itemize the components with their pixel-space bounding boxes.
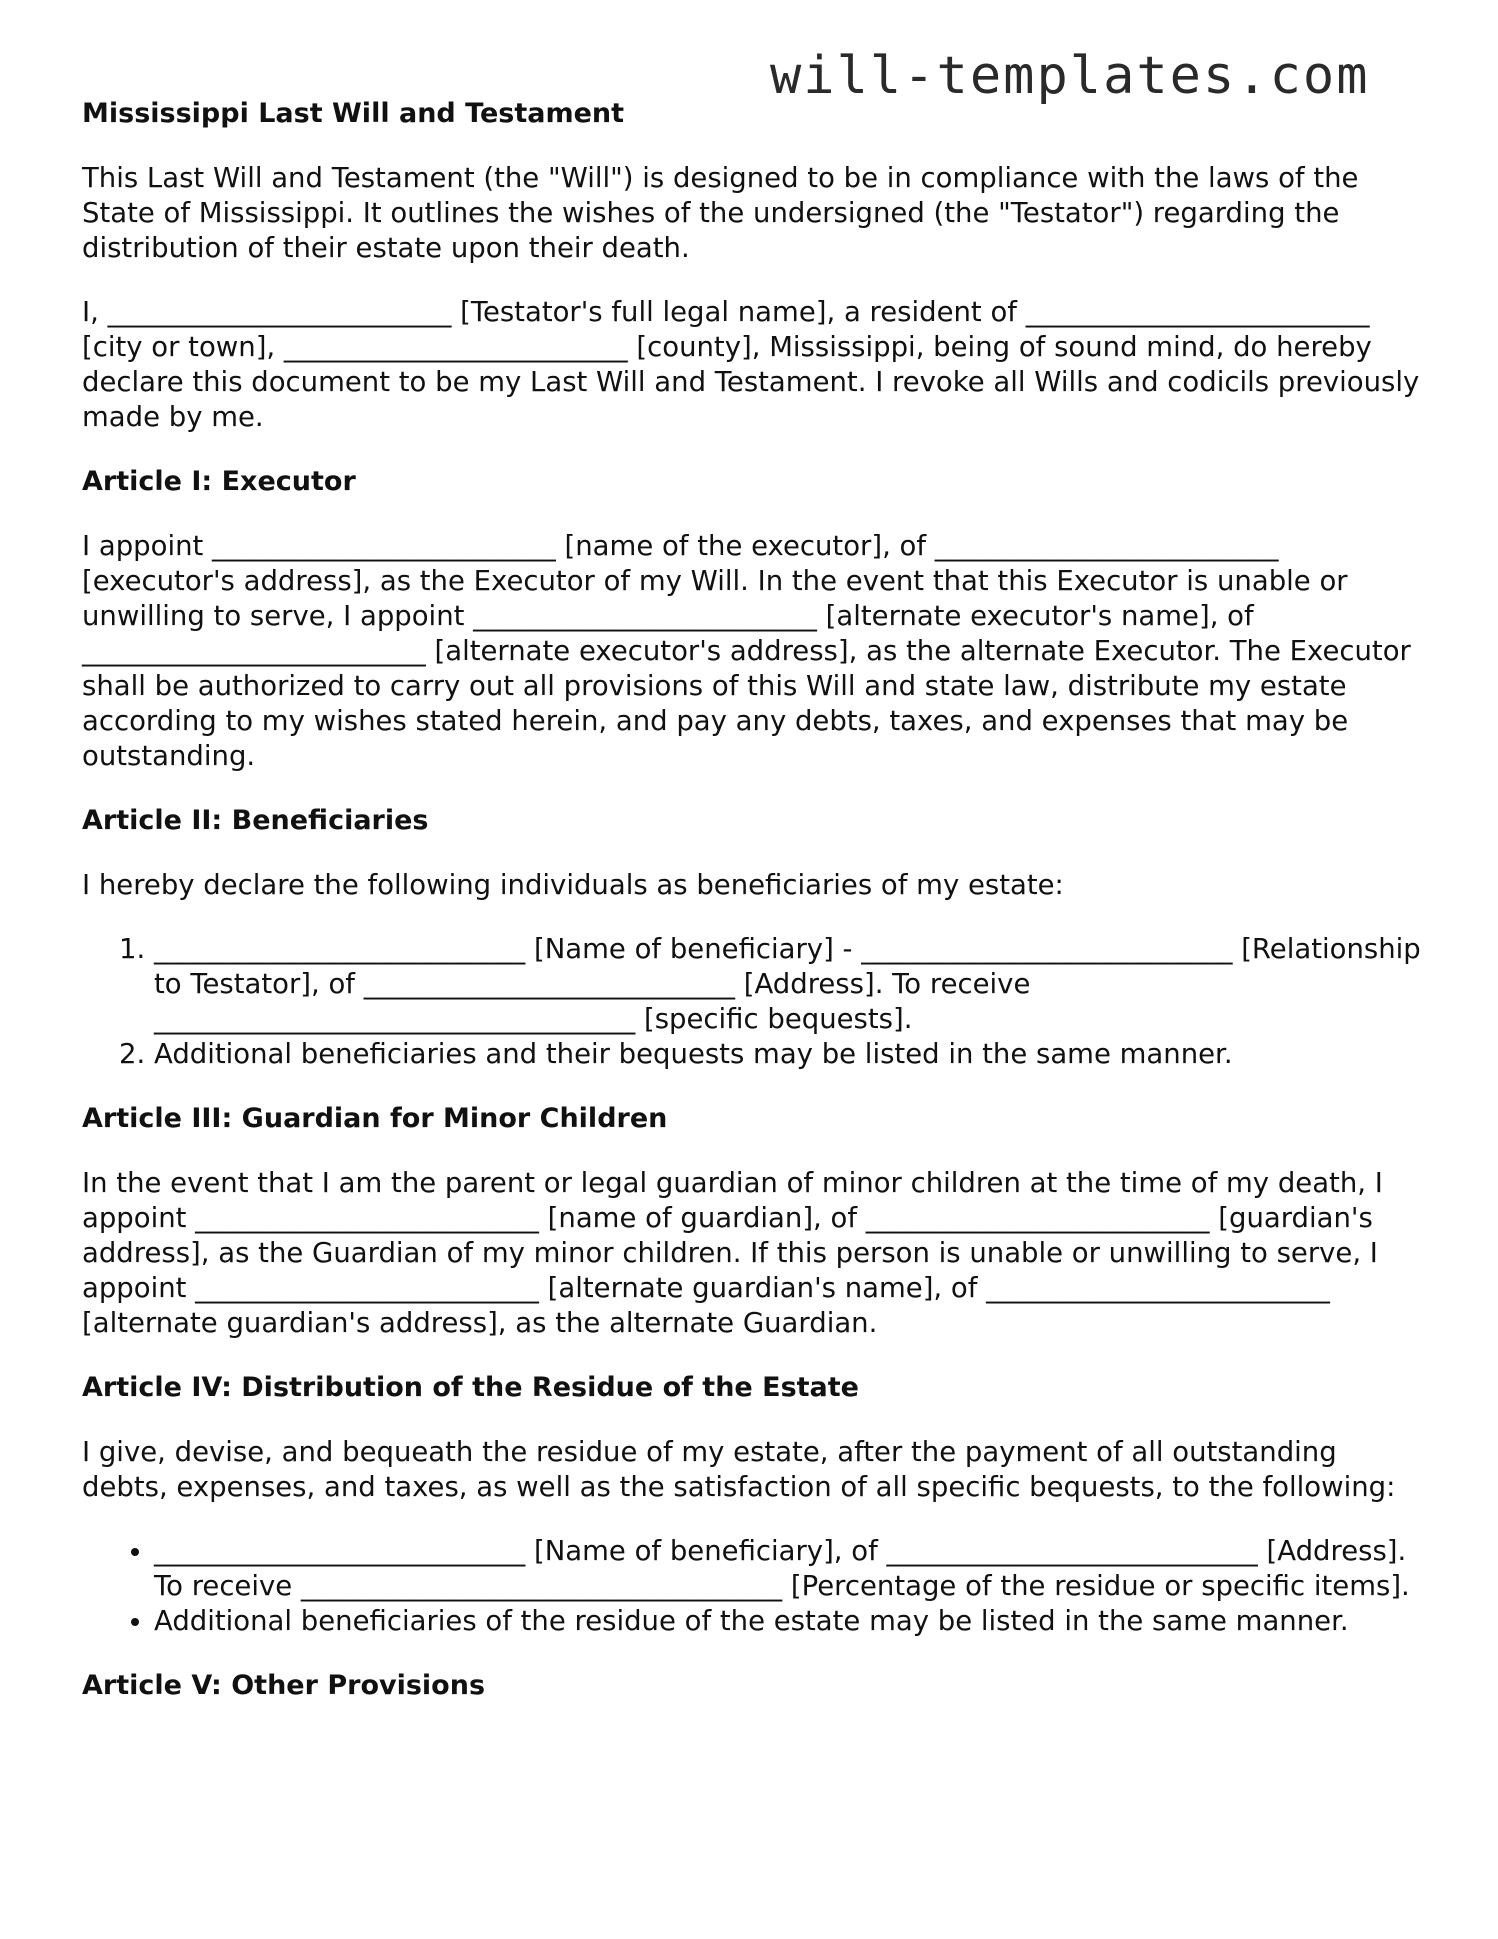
document-page	[82, 0, 1422, 1704]
article-4-body: I give, devise, and bequeath the residue of my estate, after the payment of all outstanding debts, expenses, and taxes, as well as the satisfaction of all specific bequests, to the following:	[82, 1436, 1396, 1503]
article-1-heading: Article I: Executor	[82, 466, 356, 497]
list-item: • Additional beneficiaries of the residue of the estate may be listed in the same manner.	[154, 1604, 1422, 1639]
watermark: will-templates.com	[770, 46, 1370, 106]
article-3-body: In the event that I am the parent or legal guardian of minor children at the time of my death, I appoint _________________________ [name of guardian], of _________________________ [guardian's address], as the Guardian of my minor children. If this person is unable or unwilling to serve, I appoint _________________________ [alternate guardian's name], of _________________________ [alternate guardian's address], as the alternate Guardian.	[82, 1167, 1383, 1339]
declaration-paragraph: I, _________________________ [Testator's full legal name], a resident of _________________________ [city or town], _________________________ [county], Mississippi, being of sound mind, do hereby declare this document to be my Last Will and Testament. I revoke all Wills and codicils previously made by me.	[82, 296, 1420, 433]
intro-paragraph: This Last Will and Testament (the "Will") is designed to be in compliance with the laws of the State of Mississippi. It outlines the wishes of the undersigned (the "Testator") regarding the distribution of their estate upon their death.	[82, 162, 1359, 264]
article-2-heading: Article II: Beneficiaries	[82, 805, 429, 836]
article-2-intro: I hereby declare the following individuals as beneficiaries of my estate:	[82, 869, 1064, 901]
list-item: 1. ___________________________ [Name of beneficiary] - ___________________________ [Relationship to Testator], of ___________________________ [Address]. To receive ___________________________________ [specific bequests].	[154, 932, 1422, 1037]
document-title: Mississippi Last Will and Testament	[82, 98, 625, 129]
beneficiaries-list	[82, 932, 1422, 1072]
article-5-heading: Article V: Other Provisions	[82, 1670, 486, 1701]
article-4-heading: Article IV: Distribution of the Residue of the Estate	[82, 1372, 859, 1403]
list-item: • ___________________________ [Name of beneficiary], of ___________________________ [Address]. To receive ___________________________________ [Percentage of the residue or specific items].	[154, 1534, 1422, 1604]
article-1-body: I appoint _________________________ [name of the executor], of _________________________ [executor's address], as the Executor of my Will. In the event that this Executor is unable or unwilling to serve, I appoint _________________________ [alternate executor's name], of _________________________ [alternate executor's address], as the alternate Executor. The Executor shall be authorized to carry out all provisions of this Will and state law, distribute my estate according to my wishes stated herein, and pay any debts, taxes, and expenses that may be outstanding.	[82, 530, 1411, 772]
list-item: 2. Additional beneficiaries and their bequests may be listed in the same manner.	[154, 1037, 1422, 1072]
residue-beneficiaries-list	[82, 1534, 1422, 1639]
article-3-heading: Article III: Guardian for Minor Children	[82, 1103, 668, 1134]
